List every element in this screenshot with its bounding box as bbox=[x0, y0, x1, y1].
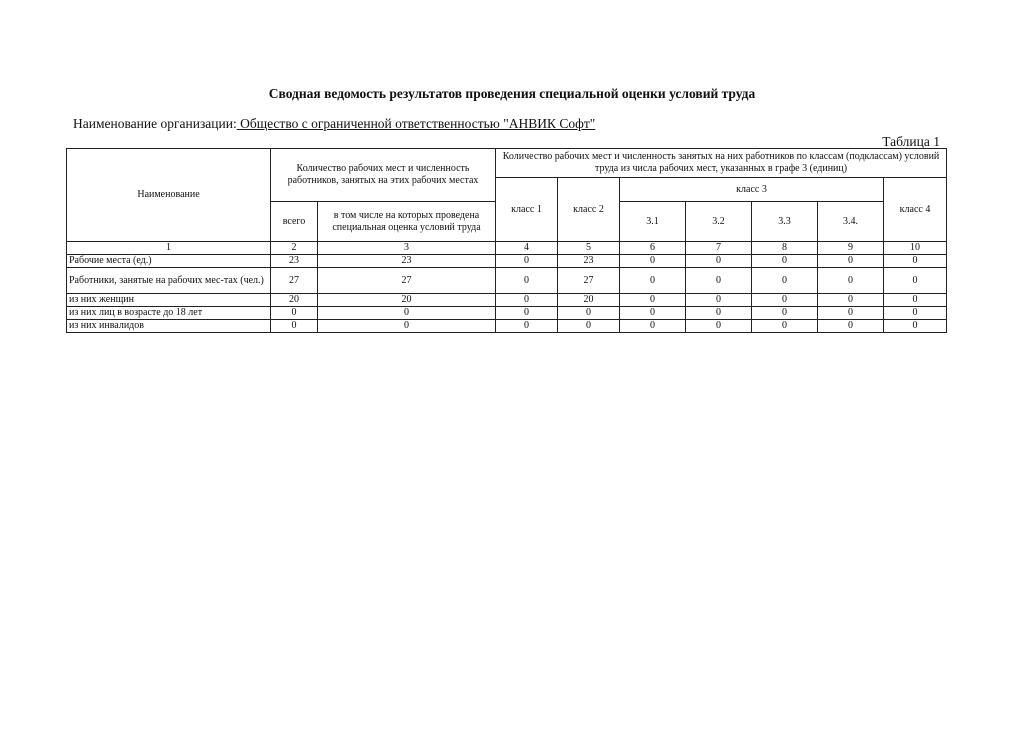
table-row bbox=[67, 307, 947, 320]
column-number: 9 bbox=[818, 242, 884, 255]
column-number: 2 bbox=[271, 242, 318, 255]
column-number: 3 bbox=[318, 242, 496, 255]
table-cell: 0 bbox=[558, 307, 620, 320]
header-class2: класс 2 bbox=[558, 178, 620, 242]
table-cell: 20 bbox=[318, 294, 496, 307]
table-cell: 0 bbox=[620, 320, 686, 333]
table-cell: 0 bbox=[496, 268, 558, 294]
table-cell: 0 bbox=[620, 268, 686, 294]
table-cell: 0 bbox=[818, 307, 884, 320]
table-cell: 0 bbox=[496, 307, 558, 320]
row-label: из них лиц в возрасте до 18 лет bbox=[67, 307, 271, 320]
table-cell: 0 bbox=[496, 255, 558, 268]
header-row-1 bbox=[67, 149, 947, 178]
header-class3-4: 3.4. bbox=[818, 202, 884, 242]
table-row bbox=[67, 255, 947, 268]
table-cell: 0 bbox=[686, 320, 752, 333]
table-cell: 27 bbox=[318, 268, 496, 294]
row-label: Работники, занятые на рабочих мес-тах (чел.) bbox=[67, 268, 271, 294]
column-number-row bbox=[67, 242, 947, 255]
header-total: всего bbox=[271, 202, 318, 242]
table-cell: 23 bbox=[271, 255, 318, 268]
table-cell: 0 bbox=[884, 320, 947, 333]
table-cell: 23 bbox=[558, 255, 620, 268]
row-label: из них инвалидов bbox=[67, 320, 271, 333]
table-cell: 0 bbox=[620, 307, 686, 320]
table-cell: 20 bbox=[558, 294, 620, 307]
header-class3-2: 3.2 bbox=[686, 202, 752, 242]
table-cell: 0 bbox=[558, 320, 620, 333]
table-cell: 0 bbox=[818, 268, 884, 294]
table-cell: 0 bbox=[752, 268, 818, 294]
table-cell: 0 bbox=[318, 307, 496, 320]
row-label: Рабочие места (ед.) bbox=[67, 255, 271, 268]
table-cell: 27 bbox=[271, 268, 318, 294]
table-cell: 0 bbox=[752, 307, 818, 320]
summary-table bbox=[66, 148, 947, 333]
column-number: 10 bbox=[884, 242, 947, 255]
table-row bbox=[67, 268, 947, 294]
table-cell: 20 bbox=[271, 294, 318, 307]
table-cell: 0 bbox=[752, 320, 818, 333]
header-name: Наименование bbox=[67, 149, 271, 242]
header-class1: класс 1 bbox=[496, 178, 558, 242]
table-cell: 0 bbox=[884, 307, 947, 320]
table-cell: 0 bbox=[686, 307, 752, 320]
table-cell: 0 bbox=[884, 294, 947, 307]
table-cell: 0 bbox=[818, 294, 884, 307]
header-class3-3: 3.3 bbox=[752, 202, 818, 242]
organization-name: Общество с ограниченной ответственностью "АНВИК Софт" bbox=[236, 116, 596, 131]
table-cell: 23 bbox=[318, 255, 496, 268]
table-cell: 0 bbox=[818, 255, 884, 268]
table-cell: 0 bbox=[686, 255, 752, 268]
table-cell: 0 bbox=[884, 268, 947, 294]
row-label: из них женщин bbox=[67, 294, 271, 307]
organization-line bbox=[73, 116, 595, 132]
header-classes-group: Количество рабочих мест и численность занятых на них работников по классам (подклассам) условий труда из числа рабочих мест, указанных в графе 3 (единиц) bbox=[496, 149, 947, 178]
table-cell: 0 bbox=[496, 294, 558, 307]
table-row bbox=[67, 294, 947, 307]
table-cell: 0 bbox=[620, 255, 686, 268]
table-cell: 0 bbox=[271, 307, 318, 320]
column-number: 8 bbox=[752, 242, 818, 255]
table-cell: 0 bbox=[752, 294, 818, 307]
table-cell: 0 bbox=[884, 255, 947, 268]
organization-label: Наименование организации: bbox=[73, 116, 237, 131]
table-cell: 0 bbox=[318, 320, 496, 333]
header-class3: класс 3 bbox=[620, 178, 884, 202]
column-number: 4 bbox=[496, 242, 558, 255]
table-cell: 0 bbox=[686, 294, 752, 307]
page-title: Сводная ведомость результатов проведения специальной оценки условий труда bbox=[268, 86, 756, 101]
header-class3-1: 3.1 bbox=[620, 202, 686, 242]
table-row bbox=[67, 320, 947, 333]
header-assessed: в том числе на которых проведена специальная оценка условий труда bbox=[318, 202, 496, 242]
header-workplaces-group: Количество рабочих мест и численность работников, занятых на этих рабочих местах bbox=[271, 149, 496, 202]
column-number: 6 bbox=[620, 242, 686, 255]
table-cell: 0 bbox=[620, 294, 686, 307]
table-cell: 0 bbox=[496, 320, 558, 333]
table-number-label: Таблица 1 bbox=[882, 134, 940, 149]
table-cell: 27 bbox=[558, 268, 620, 294]
column-number: 5 bbox=[558, 242, 620, 255]
column-number: 1 bbox=[67, 242, 271, 255]
table-cell: 0 bbox=[818, 320, 884, 333]
table-cell: 0 bbox=[271, 320, 318, 333]
column-number: 7 bbox=[686, 242, 752, 255]
header-class4: класс 4 bbox=[884, 178, 947, 242]
table-cell: 0 bbox=[686, 268, 752, 294]
table-cell: 0 bbox=[752, 255, 818, 268]
